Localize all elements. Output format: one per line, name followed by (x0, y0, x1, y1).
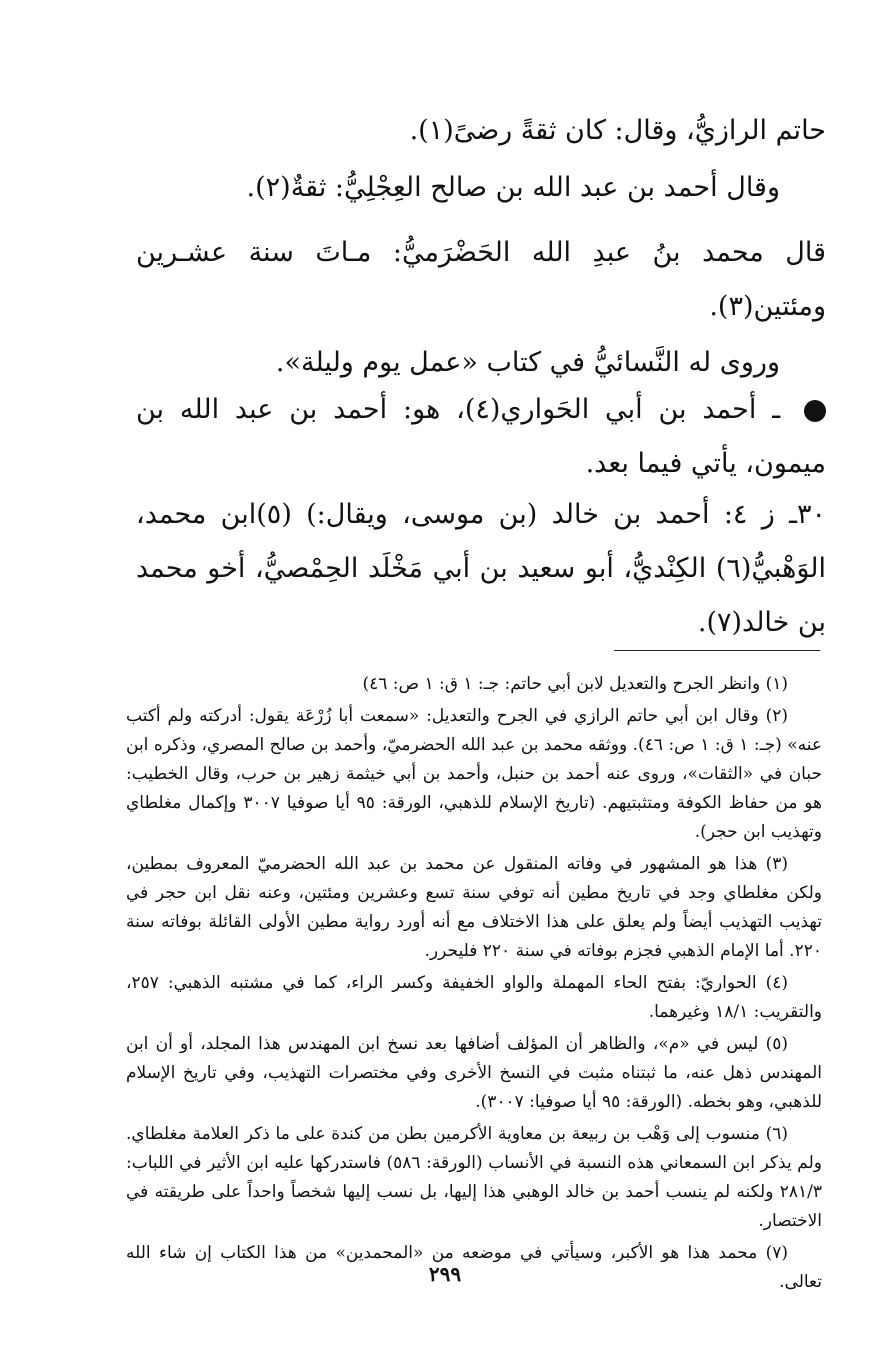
footnote-5: (٥) ليس في «م»، والظاهر أن المؤلف أضافها بعد نسخ ابن المهندس هذا المجلد، أو أن ابن المهندس ذهل عنه، ما ثبتناه مثبت في النسخ الأخرى وفي مختصرات التهذيب، وفي تاريخ الإسلام للذهبي، وهو بخطه. (الورقة: ٩٥ أيا صوفيا: ٣٠٠٧). (126, 1034, 822, 1112)
paragraph-p4: وروى له النَّسائيُّ في كتاب «عمل يوم وليلة». (275, 347, 780, 378)
paragraph-p2: وقال أحمد بن عبد الله بن صالح العِجْلِيُّ: ثقةٌ(٢). (246, 172, 780, 203)
paragraph-p5: ـ أحمد بن أبي الحَواري(٤)، هو: أحمد بن عبد الله بن ميمون، يأتي فيما بعد. (136, 394, 826, 479)
footnote-divider (614, 650, 820, 651)
footnote-7: (٧) محمد هذا هو الأكبر، وسيأتي في موضعه من «المحمدين» من هذا الكتاب إن شاء الله تعالى. (126, 1243, 822, 1292)
footnote-3: (٣) هذا هو المشهور في وفاته المنقول عن محمد بن عبد الله الحضرميّ المعروف بمطين، ولكن مغلطاي وجد في تاريخ مطين أنه توفي سنة تسع وعشرين ومئتين، وعنه نقل ابن حجر في تهذيب التهذيب أيضاً ولم يعلق على هذا الاختلاف مع أنه أورد رواية مطين الأولى القائلة بوفاته سنة ٢٢٠. أما الإمام الذهبي فجزم بوفاته في سنة ٢٢٠ فليحرر. (126, 854, 822, 961)
paragraph-p5-container (136, 383, 826, 491)
footnotes (126, 670, 822, 1300)
footnote-1: (١) وانظر الجرح والتعديل لابن أبي حاتم: جـ: ١ ق: ١ ص: ٤٦) (362, 674, 788, 694)
footnote-2: (٢) وقال ابن أبي حاتم الرازي في الجرح والتعديل: «سمعت أبا زُرْعَة يقول: أدركته ولم أكتب عنه» (جـ: ١ ق: ١ ص: ٤٦). ووثقه محمد بن عبد الله الحضرميّ، وأحمد بن صالح المصري، وذكره ابن حبان في «الثقات»، وروى عنه أحمد بن حنبل، وأحمد بن أبي خيثمة زهير بن حرب، وقال الخطيب: هو من حفاظ الكوفة ومتثبتيهم. (تاريخ الإسلام للذهبي، الورقة: ٩٥ أيا صوفيا ٣٠٠٧ وإكمال مغلطاي وتهذيب ابن حجر). (126, 706, 823, 842)
paragraph-p1: حاتم الرازيُّ، وقال: كان ثقةً رضىً(١). (409, 115, 826, 146)
footnote-4: (٤) الحواريّ: بفتح الحاء المهملة والواو الخفيفة وكسر الراء، كما في مشتبه الذهبي: ٢٥٧، والتقريب: ١٨/١ وغيرهما. (126, 973, 822, 1022)
page-number: ٢٩٩ (428, 1262, 462, 1286)
footnote-6: (٦) منسوب إلى وَهْب بن ربيعة بن معاوية الأكرمين بطن من كندة على ما ذكر العلامة مغلطاي. ولم يذكر ابن السمعاني هذه النسبة في الأنساب (الورقة: ٥٨٦) فاستدركها عليه ابن الأثير في اللباب: ٢٨١/٣ ولكنه لم ينسب أحمد بن خالد الوهبي هذا إليها، بل نسب إليها شخصاً واحداً على طريقته في الاختصار. (126, 1124, 822, 1231)
bullet-icon (804, 400, 826, 422)
paragraph-p3: قال محمد بنُ عبدِ الله الحَضْرَميُّ: مـاتَ سنة عشـرين ومئتين(٣). (136, 237, 826, 322)
entry-30-paragraph: ٣٠ـ ز ٤: أحمد بن خالد (بن موسى، ويقال:) (٥)ابن محمد، الوَهْبيُّ(٦) الكِنْديُّ، أبو سعيد بن أبي مَخْلَد الحِمْصيُّ، أخو محمد بن خالد(٧). (136, 499, 826, 638)
